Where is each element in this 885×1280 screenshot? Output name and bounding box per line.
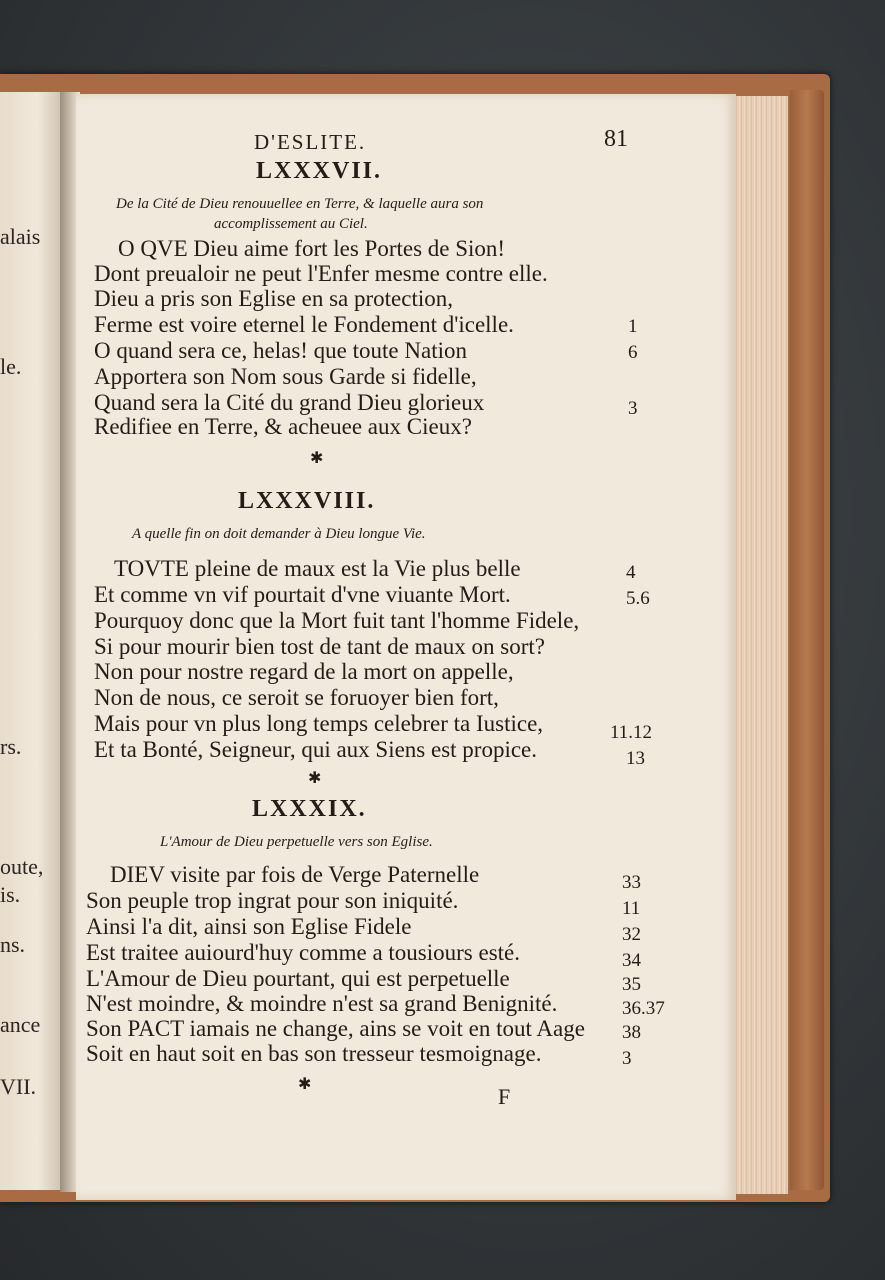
- verse-line: L'Amour de Dieu pourtant, qui est perpetuelle: [86, 966, 510, 991]
- margin-reference: 13: [626, 748, 645, 769]
- margin-reference: 34: [622, 950, 641, 971]
- section-subtitle: L'Amour de Dieu perpetuelle vers son Eglise.: [160, 834, 433, 850]
- margin-reference: 5.6: [626, 588, 650, 609]
- running-title: D'ESLITE.: [254, 130, 367, 154]
- left-fragment: alais: [0, 224, 41, 249]
- verse-line: O quand sera ce, helas! que toute Nation: [94, 338, 467, 363]
- verse-line: Pourquoy donc que la Mort fuit tant l'homme Fidele,: [94, 608, 580, 633]
- verse-line: Son peuple trop ingrat pour son iniquité.: [86, 888, 459, 913]
- left-page: [0, 92, 62, 1190]
- left-fragment: rs.: [0, 734, 22, 759]
- section-subtitle: A quelle fin on doit demander à Dieu longue Vie.: [132, 526, 426, 542]
- section-numeral: LXXXIX.: [252, 796, 367, 822]
- margin-reference: 35: [622, 974, 641, 995]
- verse-line: Et ta Bonté, Seigneur, qui aux Siens est propice.: [94, 737, 538, 762]
- section-numeral: LXXXVII.: [256, 158, 383, 184]
- verse-line: Dieu a pris son Eglise en sa protection,: [94, 286, 453, 311]
- margin-reference: 11.12: [610, 722, 653, 743]
- right-page: [76, 94, 736, 1200]
- margin-reference: 6: [628, 342, 638, 363]
- margin-reference: 4: [626, 562, 636, 583]
- page-edges: [728, 96, 788, 1194]
- verse-line: TOVTE pleine de maux est la Vie plus belle: [114, 556, 521, 581]
- section-subtitle: accomplissement au Ciel.: [214, 216, 368, 232]
- verse-line: Ferme est voire eternel le Fondement d'icelle.: [94, 312, 514, 337]
- verse-line: Mais pour vn plus long temps celebrer ta Iustice,: [94, 711, 544, 736]
- margin-reference: 11: [622, 898, 641, 919]
- margin-reference: 3: [622, 1048, 632, 1069]
- verse-line: Non pour nostre regard de la mort on appelle,: [94, 659, 514, 684]
- cover-edge: [790, 90, 824, 1190]
- left-fragment: VII.: [0, 1074, 37, 1099]
- verse-line: Et comme vn vif pourtait d'vne viuante Mort.: [94, 582, 511, 607]
- margin-reference: 38: [622, 1022, 641, 1043]
- ornament-mark: ✱: [308, 770, 322, 787]
- ornament-mark: ✱: [298, 1076, 312, 1093]
- margin-reference: 33: [622, 872, 641, 893]
- signature-mark: F: [498, 1084, 511, 1109]
- verse-line: Quand sera la Cité du grand Dieu glorieux: [94, 390, 485, 415]
- verse-line: Redifiee en Terre, & acheuee aux Cieux?: [94, 414, 472, 439]
- verse-line: Dont preualoir ne peut l'Enfer mesme contre elle.: [94, 261, 548, 286]
- verse-line: Soit en haut soit en bas son tresseur tesmoignage.: [86, 1041, 542, 1066]
- verse-line: Est traitee auiourd'huy comme a tousiours esté.: [86, 940, 521, 965]
- margin-reference: 3: [628, 398, 638, 419]
- left-fragment: oute,: [0, 854, 44, 879]
- verse-line: Apportera son Nom sous Garde si fidelle,: [94, 364, 477, 389]
- verse-line: Son PACT iamais ne change, ains se voit en tout Aage: [86, 1016, 585, 1041]
- verse-line: Si pour mourir bien tost de tant de maux on sort?: [94, 634, 545, 659]
- verse-line: N'est moindre, & moindre n'est sa grand Benignité.: [86, 991, 558, 1016]
- section-subtitle: De la Cité de Dieu renouuellee en Terre, & laquelle aura son: [116, 196, 484, 212]
- left-fragment: le.: [0, 354, 22, 379]
- margin-reference: 32: [622, 924, 641, 945]
- left-fragment: is.: [0, 882, 21, 907]
- left-fragment: ns.: [0, 932, 26, 957]
- ornament-mark: ✱: [310, 450, 324, 467]
- page-number: 81: [604, 126, 628, 152]
- margin-reference: 36.37: [622, 998, 665, 1019]
- margin-reference: 1: [628, 316, 638, 337]
- section-numeral: LXXXVIII.: [238, 488, 376, 514]
- verse-line: DIEV visite par fois de Verge Paternelle: [110, 862, 480, 887]
- verse-line: Ainsi l'a dit, ainsi son Eglise Fidele: [86, 914, 412, 939]
- verse-line: O QVE Dieu aime fort les Portes de Sion!: [118, 236, 506, 261]
- left-fragment: ance: [0, 1012, 41, 1037]
- verse-line: Non de nous, ce seroit se foruoyer bien fort,: [94, 685, 499, 710]
